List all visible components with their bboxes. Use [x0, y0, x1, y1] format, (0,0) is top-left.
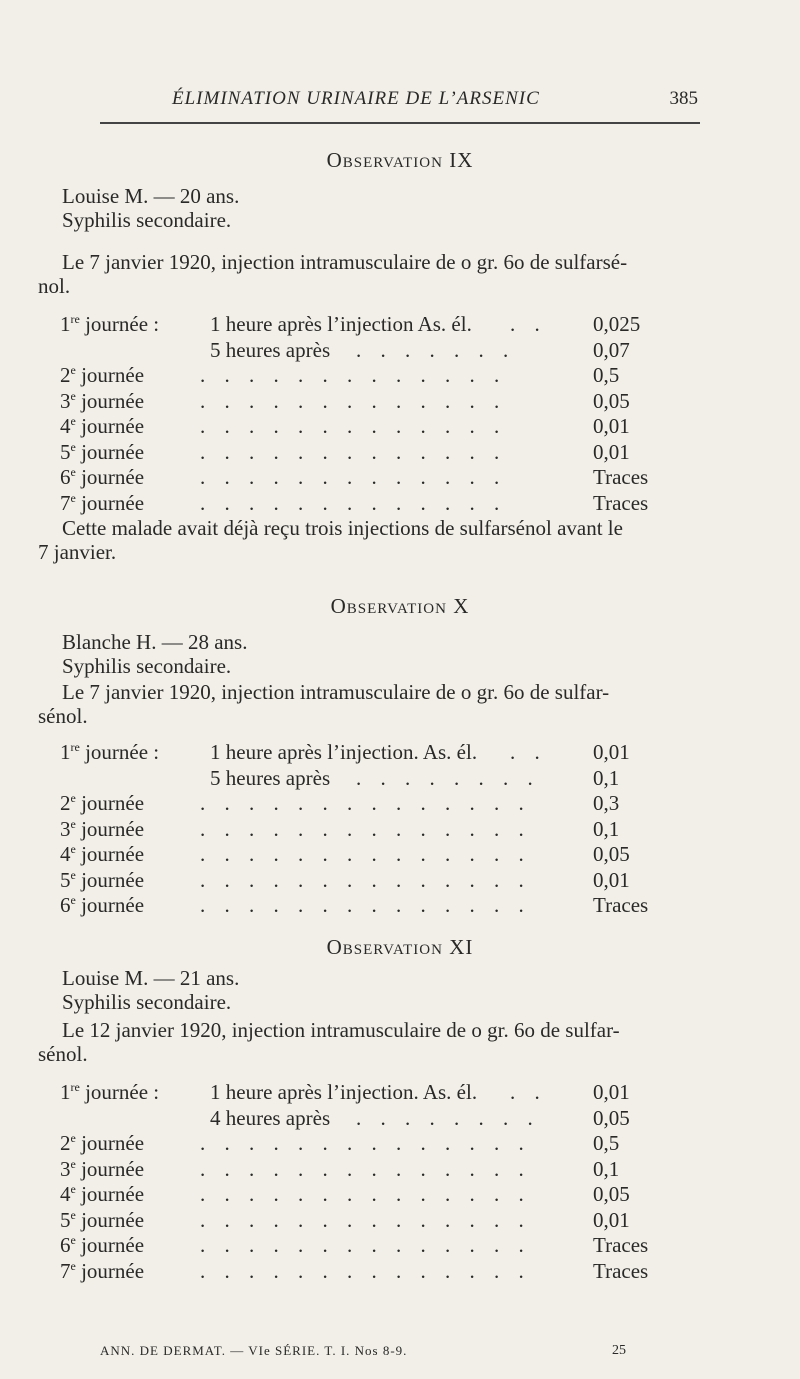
arsenic-value: 0,1: [593, 816, 620, 841]
day-label: 1re journée :: [60, 740, 160, 764]
patient-line: Louise M. — 21 ans.: [62, 966, 240, 990]
arsenic-value: 0,5: [593, 363, 620, 387]
table-row: [60, 338, 660, 364]
signature-number: 25: [612, 1343, 626, 1358]
table-row: [60, 440, 660, 466]
leader-dots: . . . . . . . . . . . . .: [200, 439, 507, 464]
time-description: 5 heures après: [210, 765, 331, 790]
leader-dots: . . . . . . . .: [356, 1105, 540, 1130]
day-label: 4e journée: [60, 842, 145, 866]
table-row: [60, 893, 660, 919]
arsenic-value: 0,01: [593, 740, 630, 764]
leader-dots: . . . . . . . . . . . . . .: [200, 791, 531, 815]
arsenic-value: 0,01: [593, 867, 630, 892]
arsenic-value: 0,01: [593, 439, 630, 464]
table-row: [60, 842, 660, 868]
time-description: 1 heure après l’injection. As. él.: [210, 740, 478, 764]
arsenic-value: Traces: [593, 893, 649, 917]
note-line-cont: 7 janvier.: [38, 540, 117, 564]
observation-title: [0, 594, 800, 619]
day-label: 5e journée: [60, 867, 145, 892]
arsenic-value: 0,05: [593, 1182, 630, 1206]
time-description: 4 heures après: [210, 1105, 331, 1130]
day-label: 6e journée: [60, 893, 145, 917]
arsenic-value: Traces: [593, 465, 649, 489]
arsenic-value: 0,07: [593, 337, 630, 362]
patient-line: Louise M. — 20 ans.: [62, 184, 240, 208]
day-label: 2e journée: [60, 363, 145, 387]
injection-line: Le 7 janvier 1920, injection intramusculaire de o gr. 6o de sulfar-: [62, 680, 610, 704]
observation-number: X: [453, 594, 470, 618]
table-row: [60, 389, 660, 415]
day-label: 5e journée: [60, 439, 145, 464]
table-row: [60, 465, 660, 491]
observation-number: IX: [449, 148, 474, 172]
page-number: 385: [669, 88, 698, 109]
arsenic-value: 0,05: [593, 1105, 630, 1130]
running-title: ÉLIMINATION URINAIRE DE L’ARSENIC: [172, 88, 540, 109]
diagnosis-line: Syphilis secondaire.: [62, 654, 232, 678]
table-row: [60, 1233, 660, 1259]
observation-title: [0, 935, 800, 960]
table-row: [60, 817, 660, 843]
arsenic-value: 0,3: [593, 791, 620, 815]
table-row: [60, 766, 660, 792]
note-line: Cette malade avait déjà reçu trois injections de sulfarsénol avant le: [62, 516, 623, 540]
leader-dots: . . . . . . . . . . . . . .: [200, 1182, 531, 1206]
time-description: 5 heures après: [210, 337, 331, 362]
table-row: [60, 1182, 660, 1208]
day-label: 3e journée: [60, 388, 145, 413]
table-row: [60, 363, 660, 389]
table-row: [60, 1131, 660, 1157]
leader-dots: . . . . . . . . . . . . . .: [200, 842, 531, 866]
leader-dots: . . . . . . . . . . . . . .: [200, 1131, 531, 1155]
arsenic-value: 0,1: [593, 765, 620, 790]
day-label: 4e journée: [60, 1182, 145, 1206]
leader-dots: . . . . . . . . . . . . . .: [200, 1233, 531, 1257]
day-label: 2e journée: [60, 1131, 145, 1155]
table-row: [60, 868, 660, 894]
day-label: 7e journée: [60, 490, 145, 515]
leader-dots: . . . . . . .: [356, 337, 516, 362]
arsenic-value: 0,01: [593, 1080, 630, 1104]
day-label: 1re journée :: [60, 1080, 160, 1104]
table-row: [60, 491, 660, 517]
table-row: [60, 1080, 660, 1106]
table-row: [60, 740, 660, 766]
arsenic-value: 0,01: [593, 1207, 630, 1232]
table-row: [60, 1259, 660, 1285]
day-label: 4e journée: [60, 414, 145, 438]
arsenic-value: Traces: [593, 1233, 649, 1257]
running-head: [100, 88, 700, 118]
arsenic-value: 0,05: [593, 388, 630, 413]
arsenic-value: Traces: [593, 490, 649, 515]
observation-title: [0, 148, 800, 173]
leader-dots: . . . . . . . . . . . . .: [200, 388, 507, 413]
injection-line-cont: sénol.: [38, 704, 88, 728]
observation-label: Observation: [326, 148, 443, 172]
leader-dots: . . . . . . . . . . . . .: [200, 465, 507, 489]
injection-line: Le 7 janvier 1920, injection intramusculaire de o gr. 6o de sulfarsé-: [62, 250, 628, 274]
observation-number: XI: [449, 935, 474, 959]
table-row: [60, 312, 660, 338]
injection-line-cont: nol.: [38, 274, 71, 298]
leader-dots: . .: [510, 740, 547, 764]
diagnosis-line: Syphilis secondaire.: [62, 208, 232, 232]
leader-dots: . . . . . . . . . . . . . .: [200, 1258, 531, 1283]
diagnosis-line: Syphilis secondaire.: [62, 990, 232, 1014]
day-label: 5e journée: [60, 1207, 145, 1232]
observation-label: Observation: [330, 594, 447, 618]
observation-label: Observation: [326, 935, 443, 959]
day-label: 3e journée: [60, 816, 145, 841]
arsenic-value: Traces: [593, 1258, 649, 1283]
arsenic-value: 0,05: [593, 842, 630, 866]
footer-source: ANN. DE DERMAT. — VIe SÉRIE. T. I. Nos 8-9.: [100, 1343, 408, 1358]
leader-dots: . .: [510, 312, 547, 336]
leader-dots: . . . . . . . . . . . . .: [200, 363, 507, 387]
day-label: 6e journée: [60, 465, 145, 489]
day-label: 7e journée: [60, 1258, 145, 1283]
patient-line: Blanche H. — 28 ans.: [62, 630, 248, 654]
leader-dots: . . . . . . . . . . . . .: [200, 490, 507, 515]
leader-dots: . . . . . . . . . . . . . .: [200, 1207, 531, 1232]
time-description: 1 heure après l’injection. As. él.: [210, 1080, 478, 1104]
arsenic-value: 0,025: [593, 312, 641, 336]
leader-dots: . . . . . . . . . . . . . .: [200, 867, 531, 892]
time-description: 1 heure après l’injection As. él.: [210, 312, 472, 336]
arsenic-value: 0,01: [593, 414, 630, 438]
leader-dots: . . . . . . . . . . . . . .: [200, 1156, 531, 1181]
table-row: [60, 414, 660, 440]
table-row: [60, 791, 660, 817]
arsenic-value: 0,5: [593, 1131, 620, 1155]
leader-dots: . . . . . . . . . . . . .: [200, 414, 507, 438]
leader-dots: . . . . . . . . . . . . . .: [200, 816, 531, 841]
day-label: 3e journée: [60, 1156, 145, 1181]
day-label: 1re journée :: [60, 312, 160, 336]
header-rule: [100, 122, 700, 124]
table-row: [60, 1208, 660, 1234]
injection-line-cont: sénol.: [38, 1042, 88, 1066]
table-row: [60, 1106, 660, 1132]
arsenic-value: 0,1: [593, 1156, 620, 1181]
injection-line: Le 12 janvier 1920, injection intramusculaire de o gr. 6o de sulfar-: [62, 1018, 620, 1042]
leader-dots: . .: [510, 1080, 547, 1104]
day-label: 2e journée: [60, 791, 145, 815]
leader-dots: . . . . . . . . . . . . . .: [200, 893, 531, 917]
day-label: 6e journée: [60, 1233, 145, 1257]
table-row: [60, 1157, 660, 1183]
leader-dots: . . . . . . . .: [356, 765, 540, 790]
